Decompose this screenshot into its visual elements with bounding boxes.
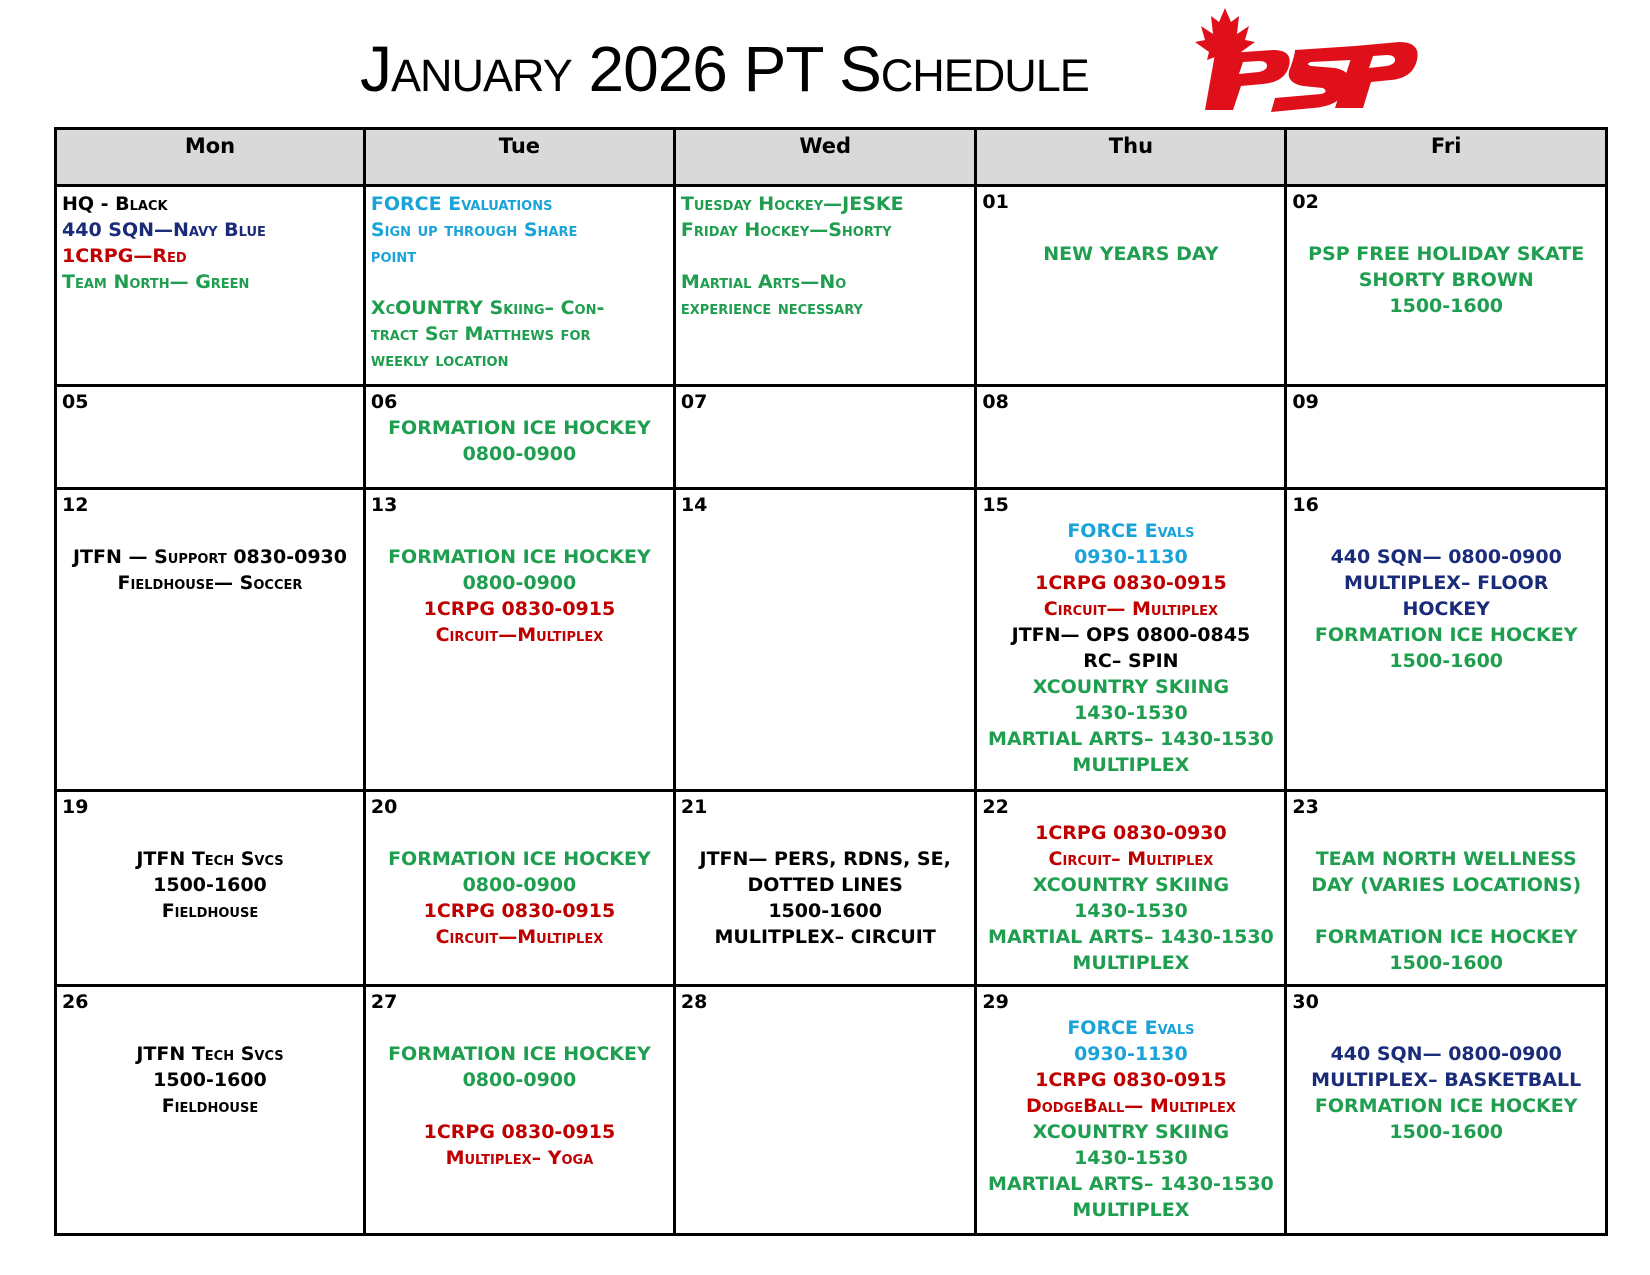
event-line: 1430-1530	[1074, 899, 1188, 922]
day-cell	[1286, 790, 1607, 985]
spacer	[371, 269, 668, 295]
event-line: DAY (VARIES LOCATIONS)	[1311, 873, 1582, 896]
page-title: January 2026 PT Schedule	[360, 33, 1089, 105]
day-cell	[1286, 986, 1607, 1235]
event-line: Sign up through Share	[370, 219, 578, 241]
event-line: 1500-1600	[1389, 649, 1504, 672]
day-cell	[976, 186, 1286, 386]
day-cell	[674, 488, 976, 790]
event-line: MULTIPLEX– FLOOR	[1343, 571, 1549, 594]
week-row	[56, 790, 1607, 985]
event-line: 440 SQN— 0800-0900	[1330, 545, 1562, 568]
day-cell	[1286, 488, 1607, 790]
day-cell	[674, 986, 976, 1235]
day-cell	[56, 385, 365, 488]
event-line: Multiplex– Yoga	[445, 1147, 594, 1170]
day-cell	[674, 186, 976, 386]
spacer	[62, 820, 358, 846]
event-line: FORMATION ICE HOCKEY	[388, 545, 651, 568]
day-number: 01	[982, 191, 1009, 213]
event-line: 1500-1600	[153, 1069, 267, 1092]
event-line: SHORTY BROWN	[1358, 269, 1534, 291]
spacer	[62, 1015, 358, 1041]
event-line: 1CRPG 0830-0930	[1035, 821, 1227, 844]
event-line: Circuit—Multiplex	[435, 925, 604, 948]
event-line: JTFN— PERS, RDNS, SE,	[699, 847, 951, 870]
day-number: 15	[982, 493, 1009, 516]
event-line: Friday Hockey—Shorty	[680, 219, 892, 241]
event-line: HQ - Black	[62, 193, 168, 215]
header-wed: Wed	[674, 129, 976, 186]
spacer	[62, 518, 358, 544]
event-line: Circuit— Multiplex	[1043, 597, 1219, 620]
event-line: 0800-0900	[462, 873, 577, 896]
event-line: JTFN — Support 0830-0930	[72, 545, 347, 568]
day-cell	[976, 488, 1286, 790]
day-cell	[364, 186, 674, 386]
event-line: MARTIAL ARTS– 1430-1530	[988, 1173, 1274, 1196]
spacer	[371, 1015, 668, 1041]
event-line: 1CRPG 0830-0915	[423, 1121, 616, 1144]
day-cell	[56, 488, 365, 790]
spacer	[371, 518, 668, 544]
day-number: 26	[62, 991, 89, 1014]
day-number: 22	[982, 795, 1009, 818]
event-line: MULTIPLEX	[1072, 1199, 1190, 1222]
day-number: 29	[982, 991, 1009, 1014]
event-line: Fieldhouse	[161, 899, 259, 922]
event-line: Circuit—Multiplex	[435, 623, 604, 646]
event-line: 1CRPG 0830-0915	[423, 899, 616, 922]
day-number: 06	[370, 390, 398, 413]
event-line: MULITPLEX– CIRCUIT	[714, 925, 936, 948]
day-cell	[364, 488, 674, 790]
event-line: Martial Arts—No	[680, 271, 847, 293]
event-line: FORMATION ICE HOCKEY	[388, 416, 651, 439]
event-line: tract Sgt Matthews for	[370, 323, 591, 345]
week-row	[56, 385, 1607, 488]
event-line: FORMATION ICE HOCKEY	[388, 1043, 651, 1066]
event-line: PSP FREE HOLIDAY SKATE	[1308, 243, 1585, 265]
event-line: NEW YEARS DAY	[1043, 243, 1219, 265]
spacer	[681, 243, 970, 269]
day-number: 12	[62, 493, 89, 516]
event-line: XCOUNTRY SKIING	[1032, 675, 1230, 698]
event-line: RC– SPIN	[1083, 649, 1179, 672]
day-number: 21	[680, 795, 708, 818]
event-line: 1500-1600	[1389, 951, 1504, 974]
event-line: point	[370, 245, 417, 267]
day-number: 23	[1292, 795, 1319, 818]
event-line: Fieldhouse— Soccer	[117, 571, 303, 594]
day-number: 27	[370, 991, 398, 1014]
day-cell	[56, 986, 365, 1235]
event-line: JTFN Tech Svcs	[136, 1043, 284, 1066]
event-line: XcOUNTRY Skiing– Con-	[370, 297, 605, 319]
event-line: TEAM NORTH WELLNESS	[1315, 847, 1577, 870]
day-number: 20	[370, 795, 398, 818]
psp-logo	[1195, 4, 1421, 116]
spacer	[681, 820, 970, 846]
week-row	[56, 986, 1607, 1235]
day-cell	[56, 790, 365, 985]
spacer	[371, 1093, 668, 1119]
event-line: XCOUNTRY SKIING	[1032, 1121, 1230, 1144]
event-line: 1CRPG 0830-0915	[423, 597, 616, 620]
event-line: 1CRPG—Red	[62, 245, 187, 267]
event-line: 0930-1130	[1074, 1043, 1188, 1066]
event-line: 1CRPG 0830-0915	[1035, 1069, 1227, 1092]
day-number: 28	[680, 991, 708, 1014]
event-line: 1500-1600	[1389, 1121, 1504, 1144]
event-line: FORMATION ICE HOCKEY	[1314, 623, 1578, 646]
event-line: weekly location	[370, 349, 509, 371]
spacer	[1292, 215, 1600, 241]
event-line: 1430-1530	[1074, 701, 1188, 724]
day-number: 16	[1292, 493, 1319, 516]
event-line: 0800-0900	[462, 571, 577, 594]
week-row	[56, 488, 1607, 790]
day-number: 09	[1292, 390, 1319, 413]
event-line: 1500-1600	[153, 873, 267, 896]
day-cell	[364, 986, 674, 1235]
day-number: 19	[62, 795, 89, 818]
event-line: JTFN— OPS 0800-0845	[1011, 623, 1251, 646]
day-number: 13	[370, 493, 398, 516]
header-mon: Mon	[56, 129, 365, 186]
event-line: FORCE Evaluations	[370, 193, 553, 215]
day-number: 30	[1292, 991, 1319, 1014]
event-line: 1500-1600	[768, 899, 882, 922]
event-line: 0800-0900	[462, 442, 577, 465]
day-cell	[364, 385, 674, 488]
spacer	[1292, 518, 1600, 544]
day-cell	[1286, 186, 1607, 386]
header-thu: Thu	[976, 129, 1286, 186]
event-line: JTFN Tech Svcs	[136, 847, 284, 870]
day-cell	[976, 790, 1286, 985]
event-line: Circuit– Multiplex	[1048, 847, 1214, 870]
day-number: 05	[62, 390, 89, 413]
day-number: 02	[1292, 191, 1319, 213]
event-line: FORMATION ICE HOCKEY	[1314, 925, 1578, 948]
day-cell	[1286, 385, 1607, 488]
event-line: 440 SQN— 0800-0900	[1330, 1043, 1562, 1066]
event-line: Fieldhouse	[161, 1095, 259, 1118]
day-number: 14	[680, 493, 708, 516]
spacer	[982, 215, 1279, 241]
event-line: FORCE Evals	[1067, 1017, 1195, 1040]
event-line: DOTTED LINES	[747, 873, 903, 896]
day-cell	[364, 790, 674, 985]
event-line: 1500-1600	[1389, 295, 1504, 317]
event-line: MULTIPLEX	[1072, 951, 1190, 974]
spacer	[1292, 820, 1600, 846]
event-line: 1430-1530	[1074, 1147, 1188, 1170]
day-cell	[976, 385, 1286, 488]
event-line: 0930-1130	[1074, 545, 1188, 568]
event-line: FORMATION ICE HOCKEY	[1314, 1095, 1578, 1118]
event-line: HOCKEY	[1402, 597, 1490, 620]
event-line: 440 SQN—Navy Blue	[62, 219, 266, 241]
calendar-grid	[54, 127, 1608, 1236]
day-cell	[674, 790, 976, 985]
spacer	[1292, 898, 1600, 924]
event-line: 0800-0900	[462, 1069, 577, 1092]
event-line: FORMATION ICE HOCKEY	[388, 847, 651, 870]
event-line: MARTIAL ARTS– 1430-1530	[988, 925, 1274, 948]
event-line: 1CRPG 0830-0915	[1035, 571, 1227, 594]
header-fri: Fri	[1286, 129, 1607, 186]
event-line: MULTIPLEX	[1072, 753, 1190, 776]
day-cell	[976, 986, 1286, 1235]
event-line: MARTIAL ARTS– 1430-1530	[988, 727, 1274, 750]
weekday-header-row	[56, 129, 1607, 186]
event-line: Team North— Green	[62, 271, 250, 293]
spacer	[1292, 1015, 1600, 1041]
event-line: DodgeBall— Multiplex	[1025, 1095, 1236, 1118]
day-number: 07	[680, 390, 708, 413]
day-cell	[56, 186, 365, 386]
header-tue: Tue	[364, 129, 674, 186]
event-line: XCOUNTRY SKIING	[1032, 873, 1230, 896]
event-line: experience necessary	[680, 297, 863, 319]
spacer	[371, 820, 668, 846]
event-line: Tuesday Hockey—JESKE	[680, 193, 904, 215]
week-row	[56, 186, 1607, 386]
day-cell	[674, 385, 976, 488]
event-line: FORCE Evals	[1067, 519, 1195, 542]
day-number: 08	[982, 390, 1009, 413]
event-line: MULTIPLEX– BASKETBALL	[1311, 1069, 1582, 1092]
